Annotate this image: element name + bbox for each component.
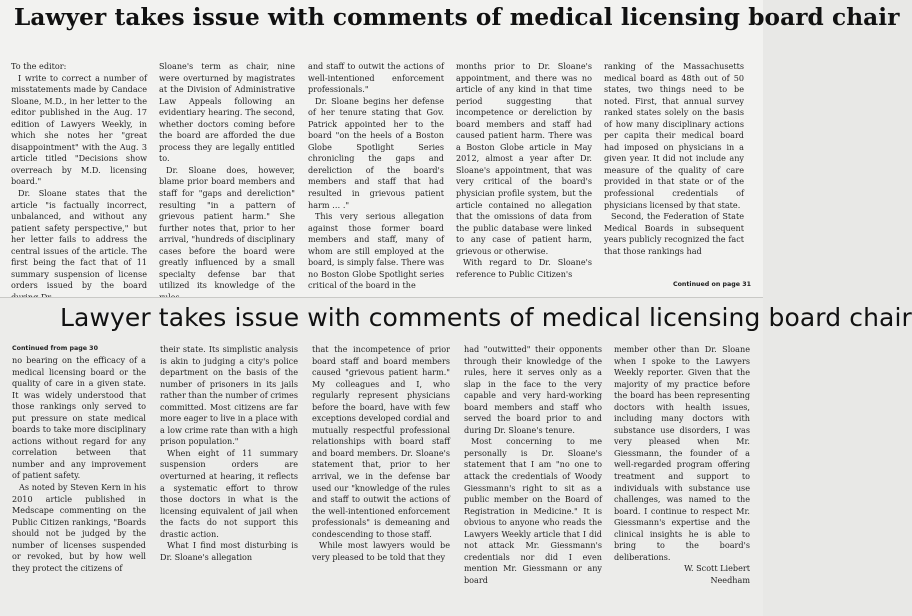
paragraph: Dr. Sloane states that the article "is factually incorrect, unbalanced, and without any patient safety perspective," but her letter fails to address the central issues of the article. The first being the fact that of 11 summary suspension of license orders issued by the board <box>11 188 147 291</box>
continued-on-label: Continued on page 31 <box>672 281 751 288</box>
paragraph: As noted by Steven Kern in his 2010 article published in Medscape commenting on the Public Citizen rankings, "Boards should not be judged by the number of licenses suspended or revoked, but by how well they protect the citizens of <box>12 482 146 573</box>
headline-part-2: Lawyer takes issue with comments of medical licensing board chair <box>60 303 912 332</box>
paragraph: their state. Its simplistic analysis is akin to judging a city's police department on the basis of the number of prisoners in its jails rather than the number of crimes committed. Most citizens are far more eager to live in a place with a low crime rate than with a high prison population." <box>160 344 298 447</box>
paragraph: What I find most disturbing is Dr. Sloane's allegation <box>160 540 298 562</box>
paragraph: I write to correct a number of misstatements made by Candace Sloane, M.D., in her letter to the editor published in the Aug. 17 edition of Lawyers Weekly, in which she notes her "great disappointment" with the Aug. 3 article titled "Decisions show overreach by M.D. licensing board." <box>11 72 147 187</box>
column-4 <box>464 344 602 586</box>
paragraph: Sloane's term as chair, nine were overturned by magistrates at the Division of Administrative Law Appeals following an evidentiary hearing. The second, whether doctors coming before the board are afforded the due process they are legally entitled to. <box>159 61 295 164</box>
paragraph: This very serious allegation against those former board members and staff, many of whom are still employed at the board, is simply false. There was no Boston Globe Spotlight series critical of the board in the <box>308 211 444 291</box>
paragraph: When eight of 11 summary suspension orders are overturned at hearing, it reflects a systematic effort to throw those doctors in what is the licensing equivalent of jail when the facts do not support this drastic action. <box>160 447 298 539</box>
paragraph: ranking of the Massachusetts medical board as 48th out of 50 states, two things need to be noted. First, that annual survey ranked states solely on the basis of how many disciplinary actions per capita their medical board had imposed on physicians in a given year. It did not include any measure of the quality of care provided in that state or of the professional credentials of physicians licensed by that state. <box>604 61 744 210</box>
paragraph: that the incompetence of prior board staff and board members caused "grievous patient harm." My colleagues and I, who regularly represent physicians before the board, have with few exceptions developed cordial and mutually respectful professional relationships with board staff and board members. Dr. Sloane's statement that, prior to her arrival, we in the defense bar used our "knowledge of the rules and staff to outwit the actions of the well-intentioned enforcement professionals" is demeaning and condescending to those staff. <box>312 344 450 539</box>
paragraph: no bearing on the efficacy of a medical licensing board or the quality of care in a given state. It was widely understood that those rankings only served to put pressure on state medical boards to take more disciplinary actions without regard for any correlation between that number and any improvement of patient safety. <box>12 355 146 481</box>
paragraph: member other than Dr. Sloane when I spoke to the Lawyers Weekly reporter. Given that the majority of my practice before the board has been representing doctors with health issues, including many doctors with substance use disorders, I was very pleased when Mr. Giessmann, the founder of a well-regarded program offering treatment and support to individuals with substance use challenges, was named to the board. I continue to respect Mr. Giessmann's expertise and the clinical insights he is able to bring to the board's deliberations. <box>614 344 750 562</box>
column-5 <box>604 61 744 257</box>
headline-part-1: Lawyer takes issue with comments of medical licensing board chair <box>14 4 900 31</box>
column-5 <box>614 344 750 586</box>
clipping-part-1 <box>0 0 900 297</box>
column-2 <box>159 61 295 303</box>
paragraph: had "outwitted" their opponents through their knowledge of the rules, here it serves only as a slap in the face to the very capable and very hard-working board members and staff who served the board prior to and during Dr. Sloane's tenure. <box>464 344 602 435</box>
paragraph: While most lawyers would be very pleased to be told that they <box>312 540 450 562</box>
paragraph: and staff to outwit the actions of well-intentioned enforcement professionals." <box>308 61 444 95</box>
paragraph: Most concerning to me personally is Dr. Sloane's statement that I am "no one to attack the credentials of Woody Giessmann's right to sit as a public member on the Board of Registration in Medicine." It is obvious to anyone who reads the Lawyers Weekly article that I did not attack Mr. Giessmann's credentials nor did I even mention Mr. Giessmann or any board <box>464 436 602 585</box>
paragraph: Dr. Sloane does, however, blame prior board members and staff for "gaps and dereliction" resulting "in a pattern of grievous patient harm." She further notes that, prior to her arrival, "hundreds of disciplinary cases before the board were greatly influenced by a small specialty defense bar that utilized its knowledge of the <box>159 164 295 291</box>
paragraph: To the editor: <box>11 61 67 71</box>
column-1 <box>12 344 146 574</box>
paragraph: months prior to Dr. Sloane's appointment, and there was no article of any kind in that time period suggesting that incompetence or dereliction by board members and staff had caused patient harm. There was a Boston Globe article in May 2012, almost a year after Dr. Sloane's appointment, that was very critical of the board's physician profile system, but the article contained no allegation that the omissions of data from the public database were linked to any case of patient harm, grievous or otherwise. <box>456 61 592 256</box>
signature-place: Needham <box>710 574 750 585</box>
paragraph: Dr. Sloane begins her defense of her tenure stating that Gov. Patrick appointed her to the board "on the heels of a Boston Globe Spotlight Series chronicling the gaps and dereliction of the board's members and staff that had resulted in grievous patient harm … ." <box>308 95 444 210</box>
column-4 <box>456 61 592 280</box>
signature-name: W. Scott Liebert <box>684 563 750 574</box>
column-1 <box>11 61 147 303</box>
paragraph: Second, the Federation of State Medical Boards in subsequent years publicly recognized the fact that those rankings had <box>604 211 744 256</box>
paragraph: With regard to Dr. Sloane's reference to Public Citizen's <box>456 257 592 279</box>
column-2 <box>160 344 298 563</box>
clipping-part-2 <box>0 297 912 616</box>
column-3 <box>312 344 450 563</box>
continued-from-label: Continued from page 30 <box>12 345 98 352</box>
column-3 <box>308 61 444 292</box>
